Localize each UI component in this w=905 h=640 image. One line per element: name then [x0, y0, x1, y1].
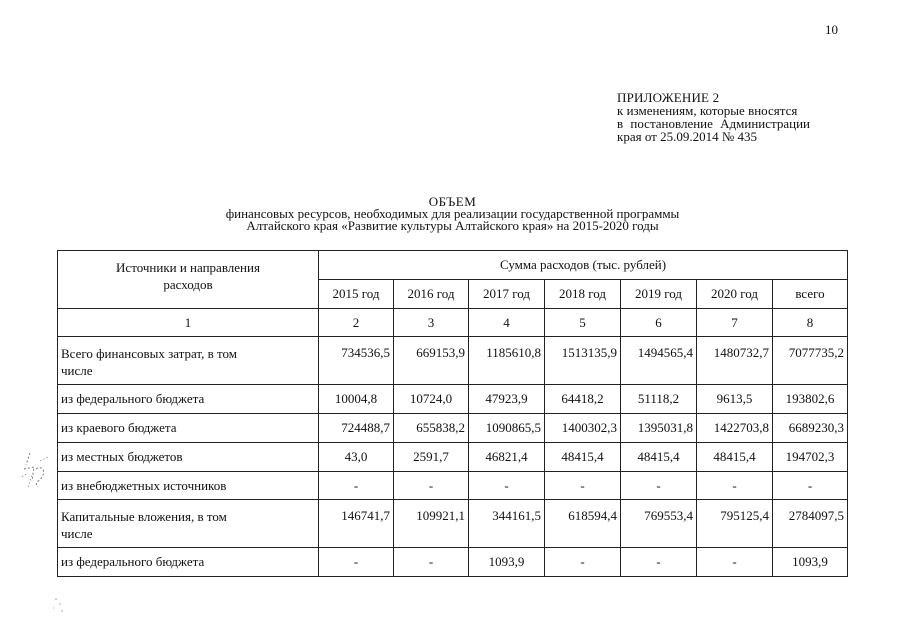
cell-value: 64418,2 — [545, 385, 621, 414]
table-row — [58, 414, 848, 443]
cell-value: 51118,2 — [621, 385, 697, 414]
cell-value: 669153,9 — [394, 337, 469, 385]
cell-value: 10004,8 — [319, 385, 394, 414]
cell-value: - — [621, 548, 697, 577]
table-row — [58, 500, 848, 548]
cell-value: 47923,9 — [469, 385, 545, 414]
cell-total: 2784097,5 — [773, 500, 848, 548]
column-number: 7 — [697, 309, 773, 337]
page-number: 10 — [825, 22, 838, 37]
header-year: 2015 год — [319, 280, 394, 309]
table-row — [58, 548, 848, 577]
cell-value: 1400302,3 — [545, 414, 621, 443]
cell-value: - — [469, 472, 545, 500]
column-number: 6 — [621, 309, 697, 337]
table-row — [58, 385, 848, 414]
handwritten-signature — [20, 447, 56, 503]
appendix-line-3: в постановление Администрации — [617, 116, 811, 131]
header-year: 2019 год — [621, 280, 697, 309]
cell-value: 1093,9 — [469, 548, 545, 577]
cell-value: 1185610,8 — [469, 337, 545, 385]
document-title — [0, 196, 905, 232]
appendix-title: ПРИЛОЖЕНИЕ 2 — [617, 90, 720, 105]
cell-value: 724488,7 — [319, 414, 394, 443]
cell-value: - — [545, 548, 621, 577]
cell-value: 1494565,4 — [621, 337, 697, 385]
header-total: всего — [773, 280, 848, 309]
table-row — [58, 472, 848, 500]
cell-value: 1395031,8 — [621, 414, 697, 443]
cell-value: 48415,4 — [621, 443, 697, 472]
cell-value: 655838,2 — [394, 414, 469, 443]
cell-value: 1513135,9 — [545, 337, 621, 385]
cell-value: 1480732,7 — [697, 337, 773, 385]
cell-value: - — [697, 472, 773, 500]
header-source: Источники и направления расходов — [58, 251, 319, 309]
column-number: 4 — [469, 309, 545, 337]
cell-value: 146741,7 — [319, 500, 394, 548]
cell-value: 10724,0 — [394, 385, 469, 414]
cell-total: 1093,9 — [773, 548, 848, 577]
budget-table — [57, 250, 848, 577]
cell-total: 7077735,2 — [773, 337, 848, 385]
header-year: 2016 год — [394, 280, 469, 309]
header-amount: Сумма расходов (тыс. рублей) — [319, 251, 848, 280]
scan-speckles — [50, 595, 74, 619]
table-row — [58, 443, 848, 472]
cell-value: - — [319, 548, 394, 577]
title-line-3: Алтайского края «Развитие культуры Алтайского края» на 2015-2020 годы — [246, 218, 659, 233]
cell-value: 618594,4 — [545, 500, 621, 548]
cell-value: - — [319, 472, 394, 500]
cell-value: 48415,4 — [545, 443, 621, 472]
column-number: 8 — [773, 309, 848, 337]
cell-value: 46821,4 — [469, 443, 545, 472]
title-line-1: ОБЪЕМ — [428, 194, 477, 209]
cell-total: 193802,6 — [773, 385, 848, 414]
row-label: Капитальные вложения, в том числе — [58, 500, 319, 548]
cell-value: - — [697, 548, 773, 577]
cell-value: 769553,4 — [621, 500, 697, 548]
cell-value: 9613,5 — [697, 385, 773, 414]
cell-total: - — [773, 472, 848, 500]
table-row — [58, 337, 848, 385]
row-label: из внебюджетных источников — [58, 472, 319, 500]
title-line-2: финансовых ресурсов, необходимых для реализации государственной программы — [225, 206, 680, 221]
cell-total: 194702,3 — [773, 443, 848, 472]
cell-value: - — [394, 472, 469, 500]
cell-value: 1090865,5 — [469, 414, 545, 443]
cell-value: 48415,4 — [697, 443, 773, 472]
column-number: 3 — [394, 309, 469, 337]
cell-value: - — [545, 472, 621, 500]
row-label: из местных бюджетов — [58, 443, 319, 472]
cell-value: 1422703,8 — [697, 414, 773, 443]
header-year: 2018 год — [545, 280, 621, 309]
row-label: из федерального бюджета — [58, 385, 319, 414]
cell-total: 6689230,3 — [773, 414, 848, 443]
column-number: 2 — [319, 309, 394, 337]
column-number: 1 — [58, 309, 319, 337]
cell-value: 795125,4 — [697, 500, 773, 548]
cell-value: 2591,7 — [394, 443, 469, 472]
cell-value: - — [621, 472, 697, 500]
cell-value: 109921,1 — [394, 500, 469, 548]
cell-value: - — [394, 548, 469, 577]
appendix-line-4: края от 25.09.2014 № 435 — [617, 129, 757, 144]
cell-value: 734536,5 — [319, 337, 394, 385]
header-year: 2017 год — [469, 280, 545, 309]
cell-value: 43,0 — [319, 443, 394, 472]
column-number: 5 — [545, 309, 621, 337]
row-label: Всего финансовых затрат, в том числе — [58, 337, 319, 385]
row-label: из краевого бюджета — [58, 414, 319, 443]
appendix-block — [617, 91, 810, 143]
appendix-line-2: к изменениям, которые вносятся — [617, 103, 798, 118]
row-label: из федерального бюджета — [58, 548, 319, 577]
header-year: 2020 год — [697, 280, 773, 309]
cell-value: 344161,5 — [469, 500, 545, 548]
